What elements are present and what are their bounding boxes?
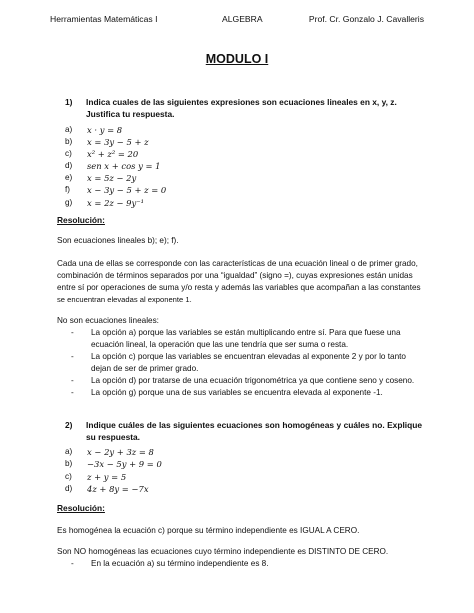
question-1-number: 1) [65, 97, 73, 107]
item-letter: b) [65, 459, 73, 469]
question-1 [65, 96, 422, 120]
item-letter: e) [65, 173, 73, 183]
item-letter: f) [65, 185, 71, 195]
list-item [65, 184, 422, 196]
bullet-text: La opción c) porque las variables se encuentran elevadas al exponente 2 y por lo tanto dejan de ser de primer grado. [91, 351, 406, 373]
document-body [57, 96, 422, 570]
resolution-2-heading: Resolución: [57, 502, 105, 513]
item-expression: x = 3y − 5 + z [87, 136, 149, 147]
item-letter: a) [65, 447, 73, 457]
item-letter: c) [65, 148, 72, 158]
item-expression: x − 3y − 5 + z = 0 [87, 185, 167, 196]
bullet-text: La opción d) por tratarse de una ecuación trigonométrica ya que contiene seno y coseno. [91, 375, 415, 385]
homogeneous-statement: Es homogénea la ecuación c) porque su término independiente es IGUAL A CERO. [57, 525, 360, 535]
non-homogeneous-statement: Son NO homogéneas las ecuaciones cuyo término independiente es DISTINTO DE CERO. [57, 546, 389, 556]
list-item [65, 160, 422, 172]
list-item: - En la ecuación a) su término independiente es 8. [71, 558, 422, 570]
bullet-text: La opción a) porque las variables se están multiplicando entre sí. Para que fuese una ecuación lineal, la operación que las une tendría que ser suma o resta. [91, 327, 401, 349]
item-expression: x − 2y + 3z = 8 [87, 447, 154, 458]
list-item: - La opción c) porque las variables se encuentran elevadas al exponente 2 y por lo tanto dejan de ser de primer grado. [71, 351, 422, 375]
item-expression: x² + z² = 20 [87, 148, 139, 159]
list-item [65, 471, 422, 483]
list-item [65, 446, 422, 458]
item-letter: d) [65, 161, 73, 171]
question-2-text: Indique cuáles de las siguientes ecuaciones son homogéneas y cuáles no. Explique su respuesta. [86, 419, 422, 442]
item-letter: b) [65, 136, 73, 146]
header-course: Herramientas Matemáticas I [50, 14, 158, 24]
question-2-items [65, 446, 422, 495]
list-item [65, 148, 422, 160]
item-expression: sen x + cos y = 1 [87, 161, 161, 172]
resolution-1-heading: Resolución: [57, 214, 105, 225]
list-item [65, 123, 422, 135]
resolution-1-explanation: Cada una de ellas se corresponde con las características de una ecuación lineal o de primer grado, combinación de términos separados por una “igualdad” (signo =), cuyas expresiones están unidas entre sí por operaciones de suma y/o resta y además las variables que acompañan a las constantes [57, 258, 421, 292]
page-header [50, 14, 424, 28]
list-item [65, 197, 422, 209]
item-letter: d) [65, 483, 73, 493]
item-expression: 4z + 8y = −7x [87, 483, 149, 494]
item-letter: c) [65, 471, 72, 481]
list-item: - La opción a) porque las variables se están multiplicando entre sí. Para que fuese una ecuación lineal, la operación que las une tendría que ser suma o resta. [71, 327, 422, 351]
bullet-text: En la ecuación a) su término independiente es 8. [91, 558, 269, 568]
list-item [65, 483, 422, 495]
item-expression: z + y = 5 [87, 471, 127, 482]
resolution-1-explanation-end: se encuentran elevadas al exponente 1. [57, 294, 192, 304]
item-expression: x = 5z − 2y [87, 173, 137, 184]
question-2 [65, 419, 422, 443]
item-letter: a) [65, 124, 73, 134]
list-item: - La opción g) porque una de sus variables se encuentra elevada al exponente -1. [71, 387, 422, 399]
header-subject: ALGEBRA [222, 14, 263, 24]
item-expression: x · y = 8 [87, 124, 123, 135]
page-title: MODULO I [205, 52, 269, 66]
non-homogeneous-list [71, 558, 422, 570]
list-item: - La opción d) por tratarse de una ecuación trigonométrica ya que contiene seno y coseno. [71, 375, 422, 387]
item-letter: g) [65, 197, 73, 207]
bullet-text: La opción g) porque una de sus variables se encuentra elevada al exponente -1. [91, 387, 383, 397]
question-1-text: Indica cuales de las siguientes expresiones son ecuaciones lineales en x, y, z. Justifica tu respuesta. [86, 97, 397, 120]
question-1-items [65, 123, 422, 208]
resolution-1-answer: Son ecuaciones lineales b); e); f). [57, 235, 179, 245]
question-2-number: 2) [65, 419, 73, 430]
list-item [65, 136, 422, 148]
item-expression: −3x − 5y + 9 = 0 [87, 459, 162, 470]
not-linear-intro: No son ecuaciones lineales: [57, 315, 159, 325]
list-item [65, 172, 422, 184]
list-item [65, 458, 422, 470]
header-professor: Prof. Cr. Gonzalo J. Cavalleris [308, 14, 424, 24]
not-linear-list [71, 327, 422, 399]
item-expression: x = 2z − 9y⁻¹ [87, 197, 144, 208]
